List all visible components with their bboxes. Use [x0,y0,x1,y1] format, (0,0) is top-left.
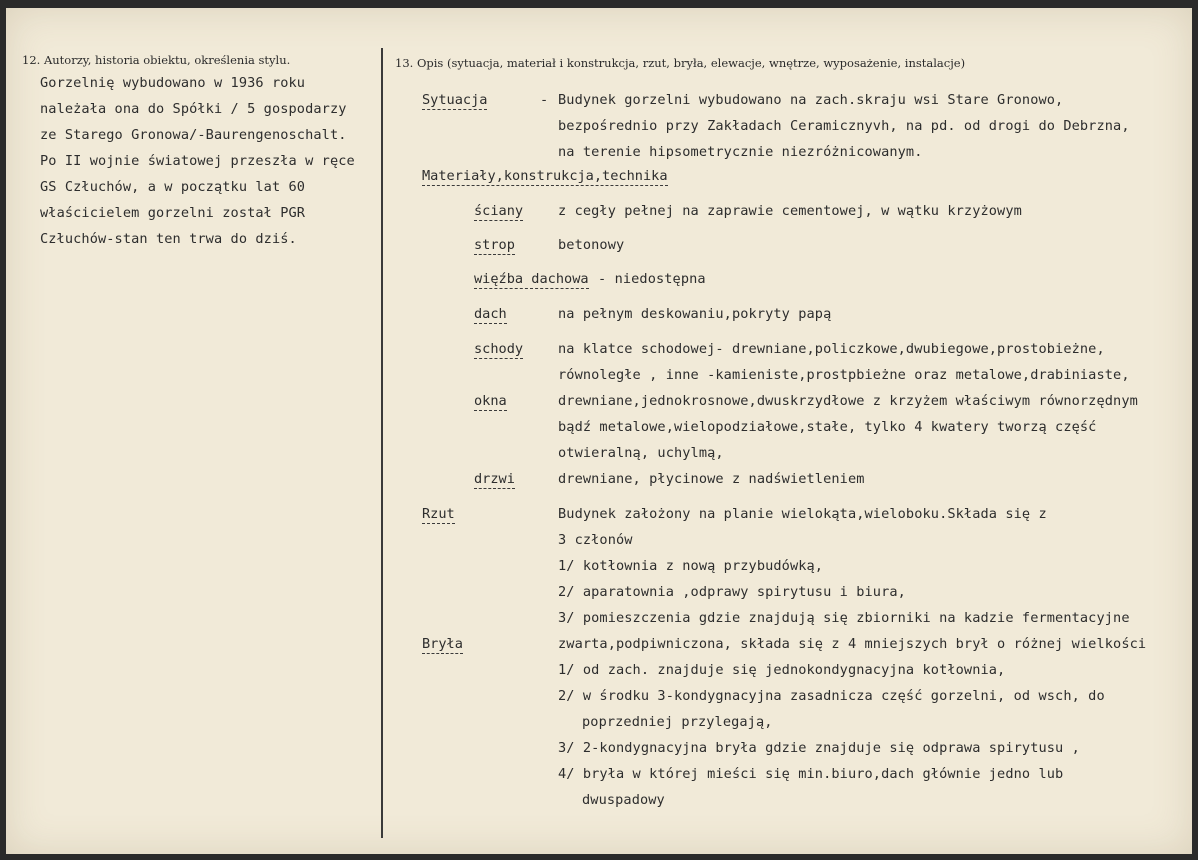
sytuacja-line-1: Budynek gorzelni wybudowano na zach.skraju wsi Stare Gronowo, [558,92,1064,108]
rzut-line-4: 2/ aparatownia ,odprawy spirytusu i biura, [558,584,906,600]
bryla-line-3: 2/ w środku 3-kondygnacyjna zasadnicza część gorzelni, od wsch, do [558,688,1105,704]
label-strop: strop [474,237,515,253]
history-line-1: Gorzelnię wybudowano w 1936 roku [40,75,306,91]
label-sciany: ściany [474,203,524,219]
history-line-5: GS Człuchów, a w początku lat 60 [40,179,306,195]
dach-text: na pełnym deskowaniu,pokryty papą [558,306,832,322]
sytuacja-line-2: bezpośrednio przy Zakładach Ceramicznyvh, na pd. od drogi do Debrzna, [558,118,1130,134]
okna-line-1: drewniane,jednokrosnowe,dwuskrzydłowe z krzyżem właściwym równorzędnym [558,393,1138,409]
history-line-6: właścicielem gorzelni został PGR [40,205,306,221]
schody-line-2: równoległe , inne -kamieniste,prostpbieżne oraz metalowe,drabiniaste, [558,367,1130,383]
sytuacja-line-3: na terenie hipsometrycznie niezróżnicowanym. [558,144,923,160]
history-line-2: należała ona do Spółki / 5 gospodarzy [40,101,347,117]
label-sytuacja: Sytuacja [422,92,488,108]
schody-line-1: na klatce schodowej- drewniane,policzkowe,dwubiegowe,prostobieżne, [558,341,1105,357]
strop-text: betonowy [558,237,625,253]
sciany-text: z cegły pełnej na zaprawie cementowej, w wątku krzyżowym [558,203,1022,219]
bryla-line-6: 4/ bryła w której mieści się min.biuro,dach głównie jedno lub [558,766,1064,782]
bryla-line-5: 3/ 2-kondygnacyjna bryła gdzie znajduje się odprawa spirytusu , [558,740,1080,756]
label-materialy: Materiały,konstrukcja,technika [422,168,668,184]
rzut-line-3: 1/ kotłownia z nową przybudówką, [558,558,824,574]
sytuacja-dash: - [540,92,549,108]
bryla-line-7: dwuspadowy [582,792,665,808]
column-divider [381,48,383,838]
wiezba-text: - niedostępna [598,271,706,287]
rzut-line-1: Budynek założony na planie wielokąta,wieloboku.Składa się z [558,506,1047,522]
history-line-4: Po II wojnie światowej przeszła w ręce [40,153,355,169]
okna-line-2: bądź metalowe,wielopodziałowe,stałe, tylko 4 kwatery tworzą część [558,419,1097,435]
label-drzwi: drzwi [474,471,515,487]
rzut-line-2: 3 członów [558,532,633,548]
bryla-line-4: poprzedniej przylegają, [582,714,773,730]
history-line-7: Człuchów-stan ten trwa do dziś. [40,231,297,247]
label-wiezba: więźba dachowa [474,271,589,287]
drzwi-text: drewniane, płycinowe z nadświetleniem [558,471,865,487]
okna-line-3: otwieralną, uchylmą, [558,445,724,461]
label-okna: okna [474,393,507,409]
label-bryla: Bryła [422,636,463,652]
label-rzut: Rzut [422,506,455,522]
section-13-header: 13. Opis (sytuacja, materiał i konstrukcja, rzut, bryła, elewacje, wnętrze, wyposażenie, instalacje) [395,56,966,70]
section-12-header: 12. Autorzy, historia obiektu, określenia stylu. [22,53,291,67]
bryla-line-1: zwarta,podpiwniczona, składa się z 4 mniejszych brył o różnej wielkości [558,636,1147,652]
label-schody: schody [474,341,524,357]
bryla-line-2: 1/ od zach. znajduje się jednokondygnacyjna kotłownia, [558,662,1006,678]
label-dach: dach [474,306,507,322]
rzut-line-5: 3/ pomieszczenia gdzie znajdują się zbiorniki na kadzie fermentacyjne [558,610,1130,626]
history-line-3: ze Starego Gronowa/-Baurengenoschalt. [40,127,347,143]
